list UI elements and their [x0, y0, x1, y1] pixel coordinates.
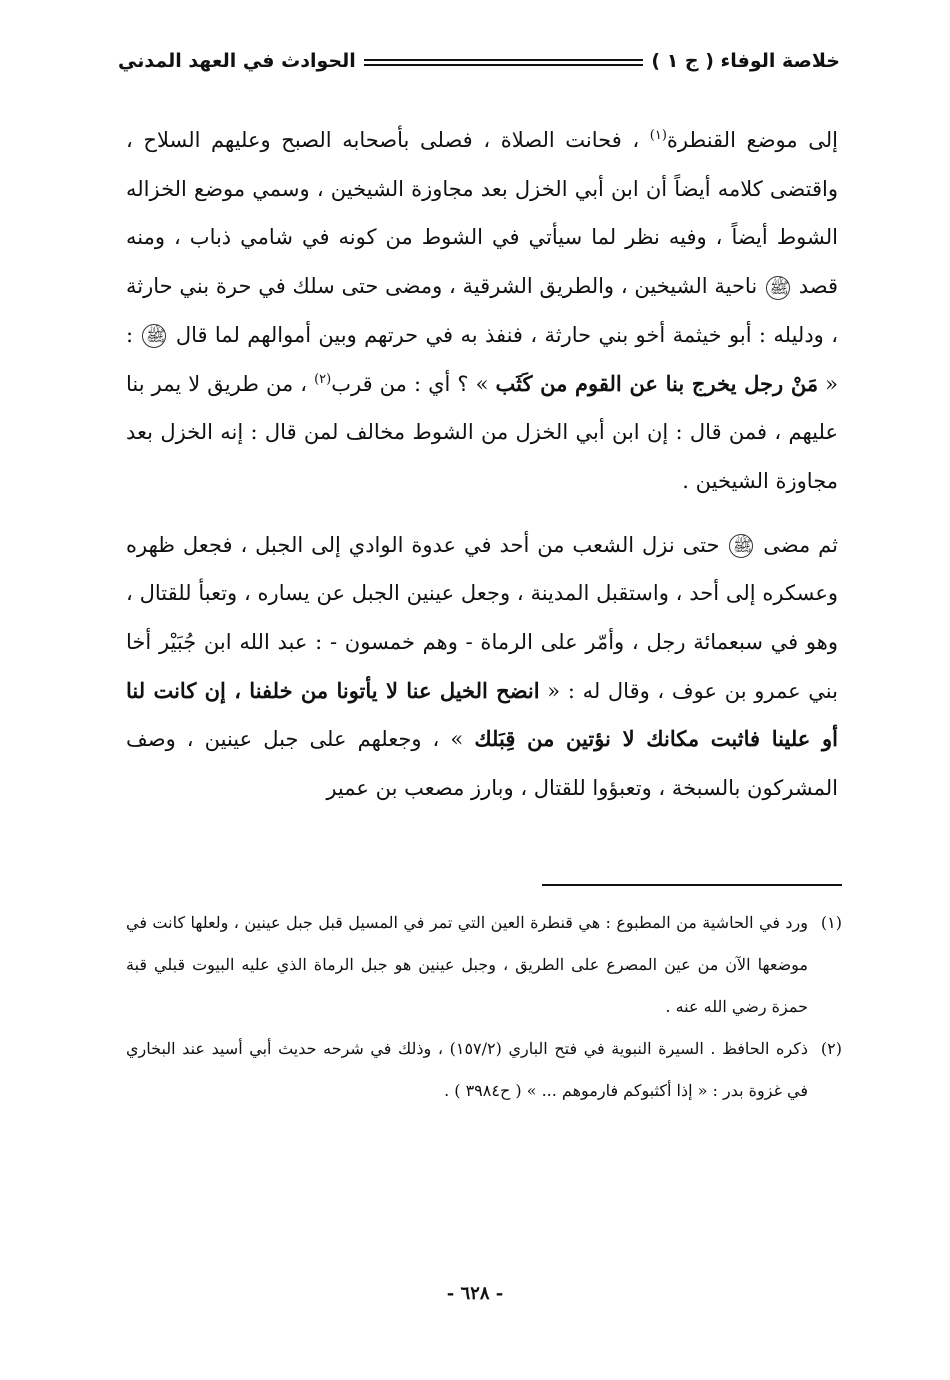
footnote-1: [126, 902, 842, 1028]
paragraph-1: إلى موضع القنطرة$^{(١)}$ ، فحانت الصلاة ، فصلى بأصحابه الصبح وعليهم السلاح ، واقتضى كلامه أيضاً أن ابن أبي الخزل بعد مجاوزة الشيخين ، وسمي موضع الخزاله الشوط أيضاً ، وفيه نظر لما سيأتي في الشوط من كونه في شامي ذباب ، ومنه قصد ﷺ ناحية الشيخين ، والطريق الشرقية ، ومضى حتى سلك في حرة بني حارثة ، ودليله : أبو خيثمة أخو بني حارثة ، فنفذ به في حرتهم وبين أموالهم لما قال ﷺ : « مَنْ رجل يخرج بنا عن القوم من كَثَب » ؟ أي : من قرب$^{(٢)}$ ، من طريق لا يمر بنا عليهم ، فمن قال : إن ابن أبي الخزل من الشوط مخالف لمن قال : إنه الخزل بعد مجاوزة الشيخين .: [126, 128, 838, 493]
footnote-ref-2[interactable]: (٢): [314, 371, 332, 387]
paragraph-2: ثم مضى ﷺ حتى نزل الشعب من أحد في عدوة الوادي إلى الجبل ، فجعل ظهره وعسكره إلى أحد ، واستقبل المدينة ، وجعل عينين الجبل عن يساره ، وتعبأ للقتال ، وهو في سبعمائة رجل ، وأمّر على الرماة - وهم خمسون - : عبد الله ابن جُبَيْر أخا بني عمرو بن عوف ، وقال له : « انضح الخيل عنا لا يأتونا من خلفنا ، إن كانت لنا أو علينا فاثبت مكانك لا نؤتين من قِبَلك » ، وجعلهم على جبل عينين ، وصف المشركون بالسبخة ، وتعبؤوا للقتال ، وبارز مصعب بن عمير: [126, 532, 838, 801]
page-number: - ٦٢٨ -: [446, 1283, 504, 1304]
footnote-ref-1[interactable]: (١): [649, 128, 667, 143]
hadith-quote: مَنْ رجل يخرج بنا عن القوم من كَثَب: [495, 370, 819, 396]
header-rule: [364, 59, 644, 66]
book-title: خلاصة الوفاء ( ج ١ ): [651, 50, 840, 72]
footnote-text: ذكره الحافظ . السيرة النبوية في فتح الباري (١٥٧/٢) ، وذلك في شرحه حديث أبي أسيد عند البخاري في غزوة بدر : « إذا أكثبوكم فارموهم ... » ( ح٣٩٨٤ ) .: [126, 1039, 809, 1100]
footnotes: [126, 902, 842, 1112]
running-header: [118, 44, 840, 78]
salawat-symbol: ﷺ: [142, 324, 166, 348]
salawat-symbol: ﷺ: [729, 534, 753, 558]
footnote-number: (١): [820, 913, 842, 932]
footnote-separator: [542, 884, 842, 886]
footnote-number: (٢): [820, 1039, 842, 1058]
footnote-text: ورد في الحاشية من المطبوع : هي قنطرة العين التي تمر في المسيل قبل جبل عينين ، ولعلها كانت في موضعها الآن من عين المصرع على الطريق ، وجبل عينين هو جبل الرماة الذي عليه البيوت قبلي قبة حمزة رضي الله عنه .: [126, 913, 808, 1016]
salawat-symbol: ﷺ: [766, 276, 790, 300]
section-title: الحوادث في العهد المدني: [118, 50, 356, 72]
main-text: [126, 116, 838, 813]
hadith-quote: انضح الخيل عنا لا يأتونا من خلفنا ، إن كانت لنا أو علينا فاثبت مكانك لا نؤتين من قِبَلك: [126, 677, 838, 752]
footnote-2: [126, 1028, 842, 1112]
